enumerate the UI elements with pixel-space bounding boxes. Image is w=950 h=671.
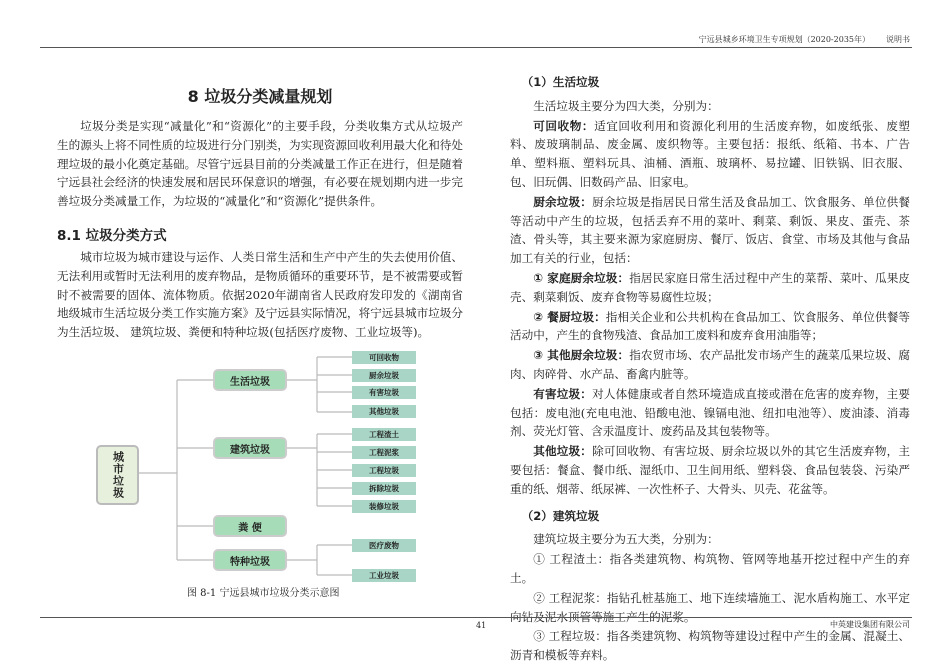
header-doc-title: 宁远县城乡环境卫生专项规划（2020-2035年） — [698, 35, 870, 44]
paragraph — [510, 385, 910, 441]
figure-caption: 图 8-1 宁远县城市垃圾分类示意图 — [187, 588, 340, 599]
category-node: 特种垃圾 — [213, 549, 287, 571]
term-label: 厨余垃圾： — [533, 194, 593, 209]
category-node: 生活垃圾 — [213, 369, 287, 391]
leaf-node: 拆除垃圾 — [352, 482, 416, 495]
paragraph — [510, 193, 910, 268]
paragraph: ② 工程泥浆：指钻孔桩基施工、地下连续墙施工、泥水盾构施工、水平定向钻及泥水顶管等施工产生的泥浆。 — [510, 590, 910, 624]
page-number: 41 — [476, 621, 487, 630]
category-node: 建筑垃圾 — [213, 437, 287, 459]
paragraph — [510, 442, 910, 498]
term-label: ② 餐厨垃圾： — [533, 309, 606, 324]
term-text: 除可回收物、有害垃圾、厨余垃圾以外的其它生活废弃物，主要包括：餐盒、餐巾纸、湿纸巾、卫生间用纸、塑料袋、食品包装袋、污染严重的纸、烟蒂、纸尿裤、一次性杯子、大骨头、贝壳、花盆等。 — [510, 444, 910, 496]
term-label: 可回收物： — [533, 118, 595, 133]
subheading-domestic: （1）生活垃圾 — [521, 75, 600, 89]
root-node: 城市垃圾 — [96, 445, 139, 505]
company-name: 中英建设集团有限公司 — [830, 620, 910, 629]
term-text: 适宜回收利用和资源化利用的生活废弃物，如废纸张、废塑料、废玻璃制品、废金属、废织物等。主要包括：报纸、纸箱、书本、广告单、塑料瓶、塑料玩具、油桶、酒瓶、玻璃杯、易拉罐、旧铁锅、旧衣服、包、旧玩偶、旧数码产品、旧家电。 — [510, 118, 910, 189]
section-paragraph: 城市垃圾为城市建设与运作、人类日常生活和生产中产生的失去使用价值、无法利用或暂时无法利用的废弃物品，是物质循环的重要环节，是不被需要或暂时不被需要的固体、流体物质。依据2020年湖南省人民政府发印发的《湖南省地级城市生活垃圾分类工作实施方案》及宁远县实际情况，将宁远县城市垃圾分为生活垃圾、 建筑垃圾、粪便和特种垃圾(包括医疗废物、工业垃圾等)。 — [57, 250, 463, 340]
term-text: 指居民家庭日常生活过程中产生的菜帮、菜叶、瓜果皮壳、剩菜剩饭、废弃食物等易腐性垃圾； — [510, 270, 910, 304]
paragraph: ③ 工程垃圾：指各类建筑物、构筑物等建设过程中产生的金属、混凝土、沥青和模板等弃料。 — [510, 629, 910, 663]
subheading-construction: （2）建筑垃圾 — [521, 508, 600, 523]
term-text: 指农贸市场、农产品批发市场产生的蔬菜瓜果垃圾、腐肉、肉碎骨、水产品、畜禽内脏等。 — [510, 348, 910, 381]
paragraph: 生活垃圾主要分为四大类，分别为： — [533, 98, 719, 113]
term-text: 厨余垃圾是指居民日常生活及食品加工、饮食服务、单位供餐等活动中产生的垃圾，包括丢弃不用的菜叶、剩菜、剩饭、果皮、蛋壳、茶渣、骨头等，其主要来源为家庭厨房、餐厅、饭店、食堂、市场及其他与食品加工有关的行业，包括： — [510, 194, 910, 266]
leaf-node: 可回收物 — [352, 351, 416, 364]
leaf-node: 装修垃圾 — [352, 500, 416, 513]
paragraph — [510, 308, 910, 346]
leaf-node: 厨余垃圾 — [352, 369, 416, 382]
header-doc-type: 说明书 — [886, 35, 910, 44]
leaf-node: 工程垃圾 — [352, 464, 416, 477]
term-label: 其他垃圾： — [533, 444, 593, 459]
leaf-node: 工业垃圾 — [352, 569, 416, 582]
term-label: 有害垃圾： — [533, 386, 593, 401]
leaf-node: 其他垃圾 — [352, 405, 416, 418]
term-label: ③ 其他厨余垃圾： — [533, 348, 630, 363]
leaf-node: 工程泥浆 — [352, 446, 416, 459]
section-title: 8.1 垃圾分类方式 — [57, 228, 167, 244]
leaf-node: 工程渣土 — [352, 428, 416, 441]
paragraph — [510, 346, 910, 384]
intro-paragraph: 垃圾分类是实现“减量化”和“资源化”的主要手段，分类收集方式从垃圾产生的源头上将不同性质的垃圾进行分门别类，为实现资源回收利用最大化和待处理垃圾的最小化奠定基础。尽管宁远县目前的分类减量工作正在进行，但是随着宁远县社会经济的快速发展和居民环保意识的增强，有必要在规划期内进一步完善垃圾分类减量工作，为垃圾的“减量化”和“资源化”提供条件。 — [57, 119, 463, 209]
footer-rule — [40, 617, 912, 618]
paragraph: 建筑垃圾主要分为五大类，分别为： — [533, 532, 719, 547]
paragraph: ① 工程渣土：指各类建筑物、构筑物、管网等地基开挖过程中产生的弃土。 — [510, 552, 910, 585]
category-node: 粪 便 — [213, 515, 287, 537]
paragraph — [510, 269, 910, 307]
term-text: 指相关企业和公共机构在食品加工、饮食服务、单位供餐等活动中，产生的食物残渣、食品加工废料和废弃食用油脂等； — [510, 309, 910, 343]
leaf-node: 医疗废物 — [352, 539, 416, 552]
leaf-node: 有害垃圾 — [352, 386, 416, 399]
chapter-title: 8 垃圾分类减量规划 — [187, 87, 333, 106]
right-column — [510, 72, 910, 666]
term-text: 对人体健康或者自然环境造成直接或潜在危害的废弃物，主要包括：废电池(充电电池、铅酸电池、镍镉电池、纽扣电池等）、废油漆、消毒剂、荧光灯管、含汞温度计、废药品及其包装物等。 — [510, 386, 910, 439]
term-label: ① 家庭厨余垃圾： — [533, 270, 630, 285]
paragraph — [510, 117, 910, 192]
